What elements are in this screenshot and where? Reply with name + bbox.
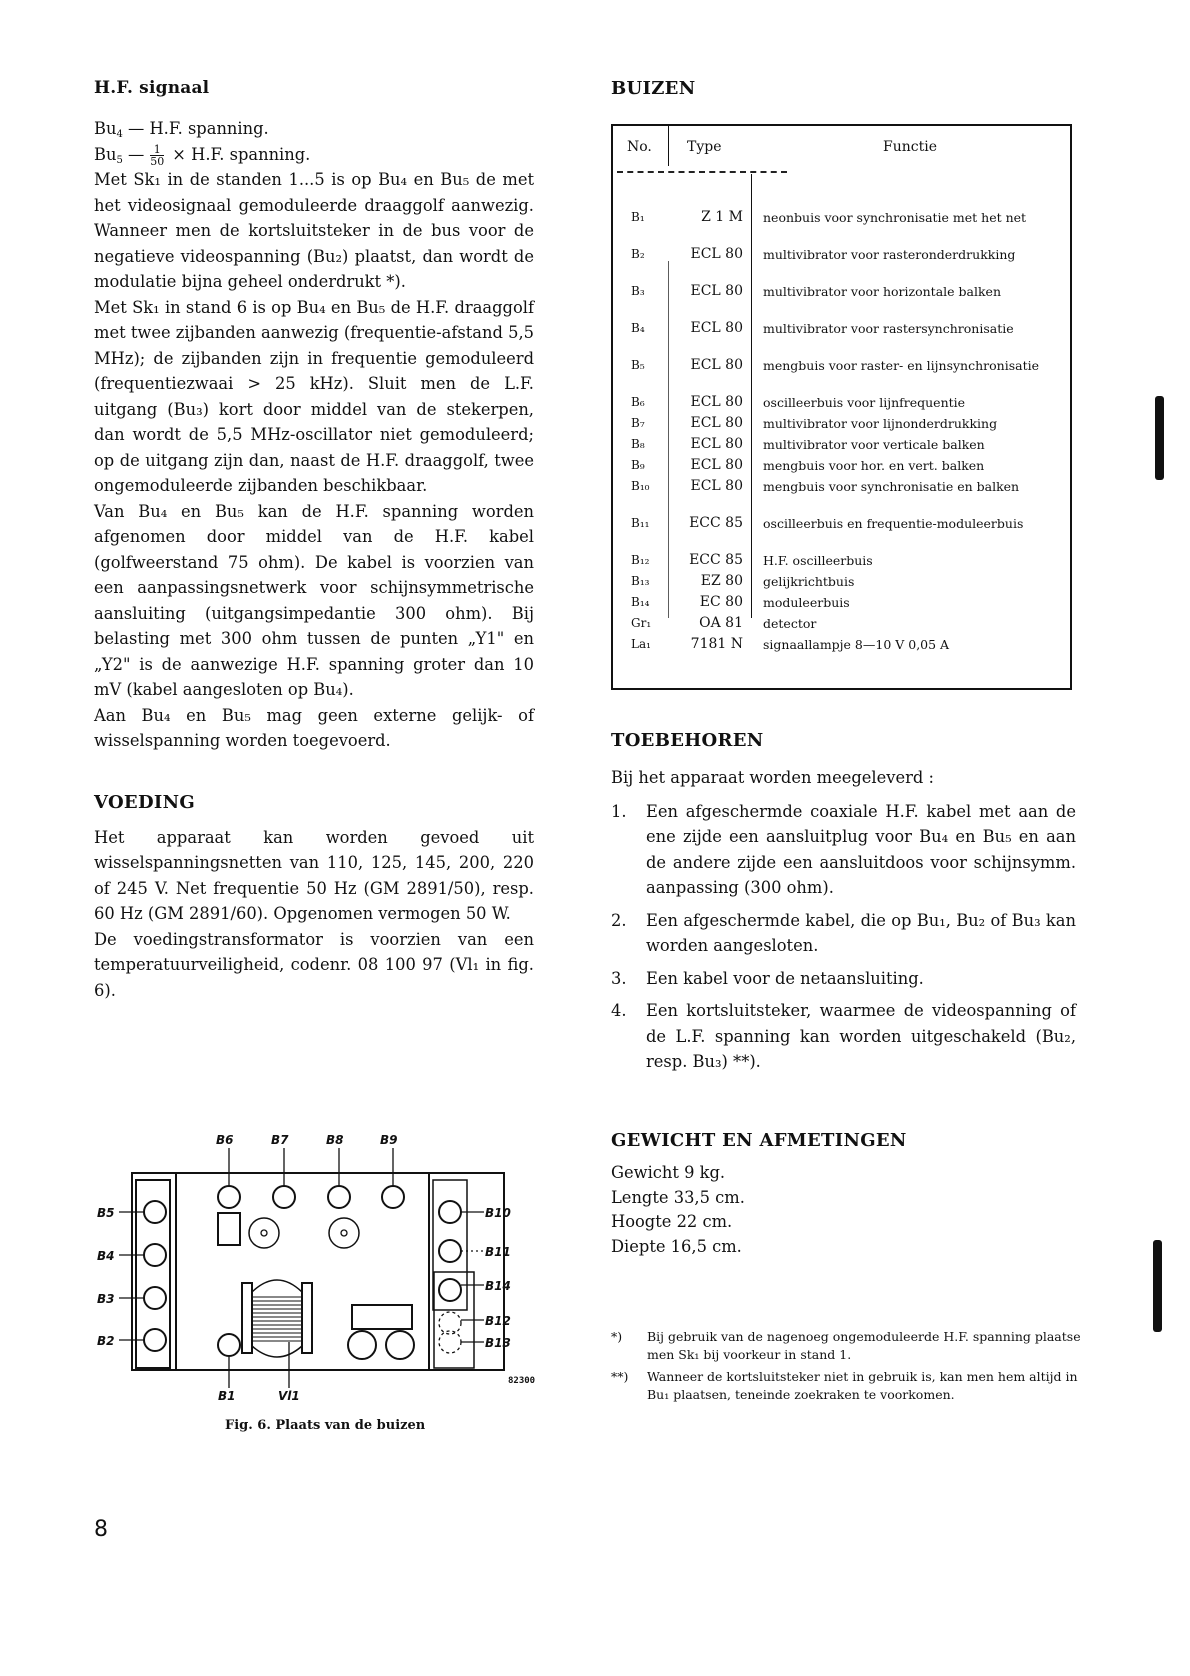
label-b8: B8 (326, 1133, 344, 1147)
footnote: **) Wanneer de kortsluitsteker niet in gebruik is, kan men hem altijd in Bu₁ plaatsen, teneinde zoekraken te voorkomen. (611, 1369, 1078, 1402)
label-b6: B6 (216, 1133, 234, 1147)
label-b5: B5 (97, 1206, 115, 1220)
scan-mark (1153, 1240, 1162, 1332)
footnotes (611, 1328, 1081, 1408)
table-row: B₁₀ ECL 80 mengbuis voor synchronisatie en balken (631, 478, 1020, 494)
right-column (611, 78, 1076, 99)
table-row: B₂ ECL 80 multivibrator voor rasteronderdrukking (631, 246, 1016, 262)
label-b1: B1 (218, 1389, 236, 1400)
label-b14: B14 (485, 1279, 511, 1293)
hf-paragraph-1: Met Sk₁ in de standen 1...5 is op Bu₄ en Bu₅ de met het videosignaal gemoduleerde draaggolf aanwezig. Wanneer men de kortsluitsteker in de bus voor de negatieve videospanning (Bu₂) plaatst, dan wordt de modulatie bijna geheel onderdrukt *). (94, 170, 534, 291)
chassis-diagram (94, 1100, 534, 1400)
toebehoren-section (611, 730, 1076, 1082)
length-line: Lengte 33,5 cm. (611, 1187, 745, 1207)
footnote: *) Bij gebruik van de nagenoeg ongemoduleerde H.F. spanning plaatse men Sk₁ bij voorkeur in stand 1. (611, 1329, 1081, 1362)
left-column (94, 78, 534, 1003)
gewicht-section (611, 1130, 1076, 1259)
hf-paragraph-3: Van Bu₄ en Bu₅ kan de H.F. spanning worden afgenomen door middel van de H.F. kabel (golfweerstand 75 ohm). De kabel is voorzien van een aanpassingsnetwerk voor schijnsymmetrische aansluiting (uitgangsimpedantie 300 ohm). Bij belasting met 300 ohm tussen de punten „Y1" en „Y2" is de aanwezige H.F. spanning groter dan 10 mV (kabel aangesloten op Bu₄). (94, 501, 534, 699)
list-item: 3. Een kabel voor de netaansluiting. (611, 968, 924, 988)
voeding-paragraph-1: Het apparaat kan worden gevoed uit wisselspanningsnetten van 110, 125, 145, 200, 220 of 245 V. Net frequentie 50 Hz (GM 2891/50), resp. 60 Hz (GM 2891/60). Opgenomen vermogen 50 W. (94, 827, 534, 923)
tube-layout-figure (94, 1100, 534, 1400)
gewicht-heading: GEWICHT EN AFMETINGEN (611, 1130, 907, 1151)
label-b3: B3 (97, 1292, 115, 1306)
list-item: 1. Een afgeschermde coaxiale H.F. kabel met aan de ene zijde een aansluitplug voor Bu₄ en Bu₅ en aan de andere zijde een aansluitdoos voor schijnsymm. aanpassing (300 ohm). (611, 801, 1076, 897)
table-row: B₄ ECL 80 multivibrator voor rastersynchronisatie (631, 320, 1014, 336)
table-row: Gr₁ OA 81 detector (631, 615, 817, 631)
header-type: Type (687, 139, 722, 155)
label-vl1: Vl1 (278, 1389, 300, 1400)
toebehoren-intro: Bij het apparaat worden meegeleverd : (611, 768, 934, 787)
height-line: Hoogte 22 cm. (611, 1212, 733, 1231)
table-row: B₁₄ EC 80 moduleerbuis (631, 594, 850, 610)
scan-mark (1155, 396, 1164, 480)
dimensions-list (611, 1161, 1076, 1259)
table-body (613, 210, 1070, 658)
bu4-line: $Bu_4$ — H.F. spanning. (94, 119, 269, 140)
label-b7: B7 (271, 1133, 289, 1147)
fraction: $\frac{1}{50}$ (150, 142, 165, 168)
table-row: B₃ ECL 80 multivibrator voor horizontale balken (631, 283, 1002, 299)
table-row: B₉ ECL 80 mengbuis voor hor. en vert. balken (631, 457, 985, 473)
label-b9: B9 (380, 1133, 398, 1147)
header-divider (617, 171, 787, 173)
table-row: B₇ ECL 80 multivibrator voor lijnonderdrukking (631, 415, 998, 431)
accessories-list (611, 799, 1076, 1075)
bu5-line: $Bu_5$ — $\frac{1}{50}$ × H.F. spanning. (94, 142, 311, 168)
label-b11: B11 (485, 1245, 511, 1259)
depth-line: Diepte 16,5 cm. (611, 1236, 742, 1256)
table-row: B₅ ECL 80 mengbuis voor raster- en lijnsynchronisatie (631, 357, 1039, 373)
table-row: B₆ ECL 80 oscilleerbuis voor lijnfrequentie (631, 394, 966, 410)
figure-code: 82300 (508, 1376, 536, 1386)
figure-caption: Fig. 6. Plaats van de buizen (225, 1418, 426, 1433)
hf-signal-heading: H.F. signaal (94, 78, 210, 98)
voeding-heading: VOEDING (94, 791, 196, 813)
list-item: 4. Een kortsluitsteker, waarmee de videospanning of de L.F. spanning kan worden uitgeschakeld (Bu₂, resp. Bu₃) **). (611, 1001, 1076, 1071)
label-b10: B10 (485, 1206, 511, 1220)
page-number: 8 (94, 1517, 108, 1542)
table-row: B₈ ECL 80 multivibrator voor verticale balken (631, 436, 985, 452)
hf-signal-body (94, 116, 534, 754)
weight-line: Gewicht 9 kg. (611, 1163, 726, 1182)
label-b4: B4 (97, 1249, 115, 1263)
divider (668, 126, 669, 166)
label-b13: B13 (485, 1336, 511, 1350)
hf-paragraph-4: Aan Bu₄ en Bu₅ mag geen externe gelijk- of wisselspanning worden toegevoerd. (94, 705, 534, 750)
hf-paragraph-2: Met Sk₁ in stand 6 is op Bu₄ en Bu₅ de H.F. draaggolf met twee zijbanden aanwezig (frequentie-afstand 5,5 MHz); de zijbanden zijn in frequentie gemoduleerd (frequentiezwaai > 25 kHz). Sluit men de L.F. uitgang (Bu₃) kort door middel van de stekerpen, dan wordt de 5,5 MHz-oscillator niet gemoduleerd; op de uitgang zijn dan, naast de H.F. draaggolf, twee ongemoduleerde zijbanden beschikbaar. (94, 297, 534, 495)
buizen-heading: BUIZEN (611, 78, 696, 99)
table-row: B₁₂ ECC 85 H.F. oscilleerbuis (631, 552, 873, 568)
header-functie: Functie (883, 139, 937, 155)
list-item: 2. Een afgeschermde kabel, die op Bu₁, Bu₂ of Bu₃ kan worden aangesloten. (611, 910, 1076, 955)
table-row: B₁ Z 1 M neonbuis voor synchronisatie met het net (631, 209, 1027, 225)
label-b2: B2 (97, 1334, 115, 1348)
table-row: B₁₃ EZ 80 gelijkrichtbuis (631, 573, 855, 589)
label-b12: B12 (485, 1314, 511, 1328)
table-row: La₁ 7181 N signaallampje 8—10 V 0,05 A (631, 636, 950, 652)
table-header (613, 126, 1070, 166)
voeding-paragraph-2: De voedingstransformator is voorzien van een temperatuurveiligheid, codenr. 08 100 97 (Vl₁ in fig. 6). (94, 929, 534, 1000)
tubes-table (611, 124, 1072, 690)
header-no: No. (627, 139, 652, 155)
voeding-body (94, 825, 534, 1004)
toebehoren-heading: TOEBEHOREN (611, 730, 764, 751)
table-row: B₁₁ ECC 85 oscilleerbuis en frequentie-moduleerbuis (631, 515, 1024, 531)
